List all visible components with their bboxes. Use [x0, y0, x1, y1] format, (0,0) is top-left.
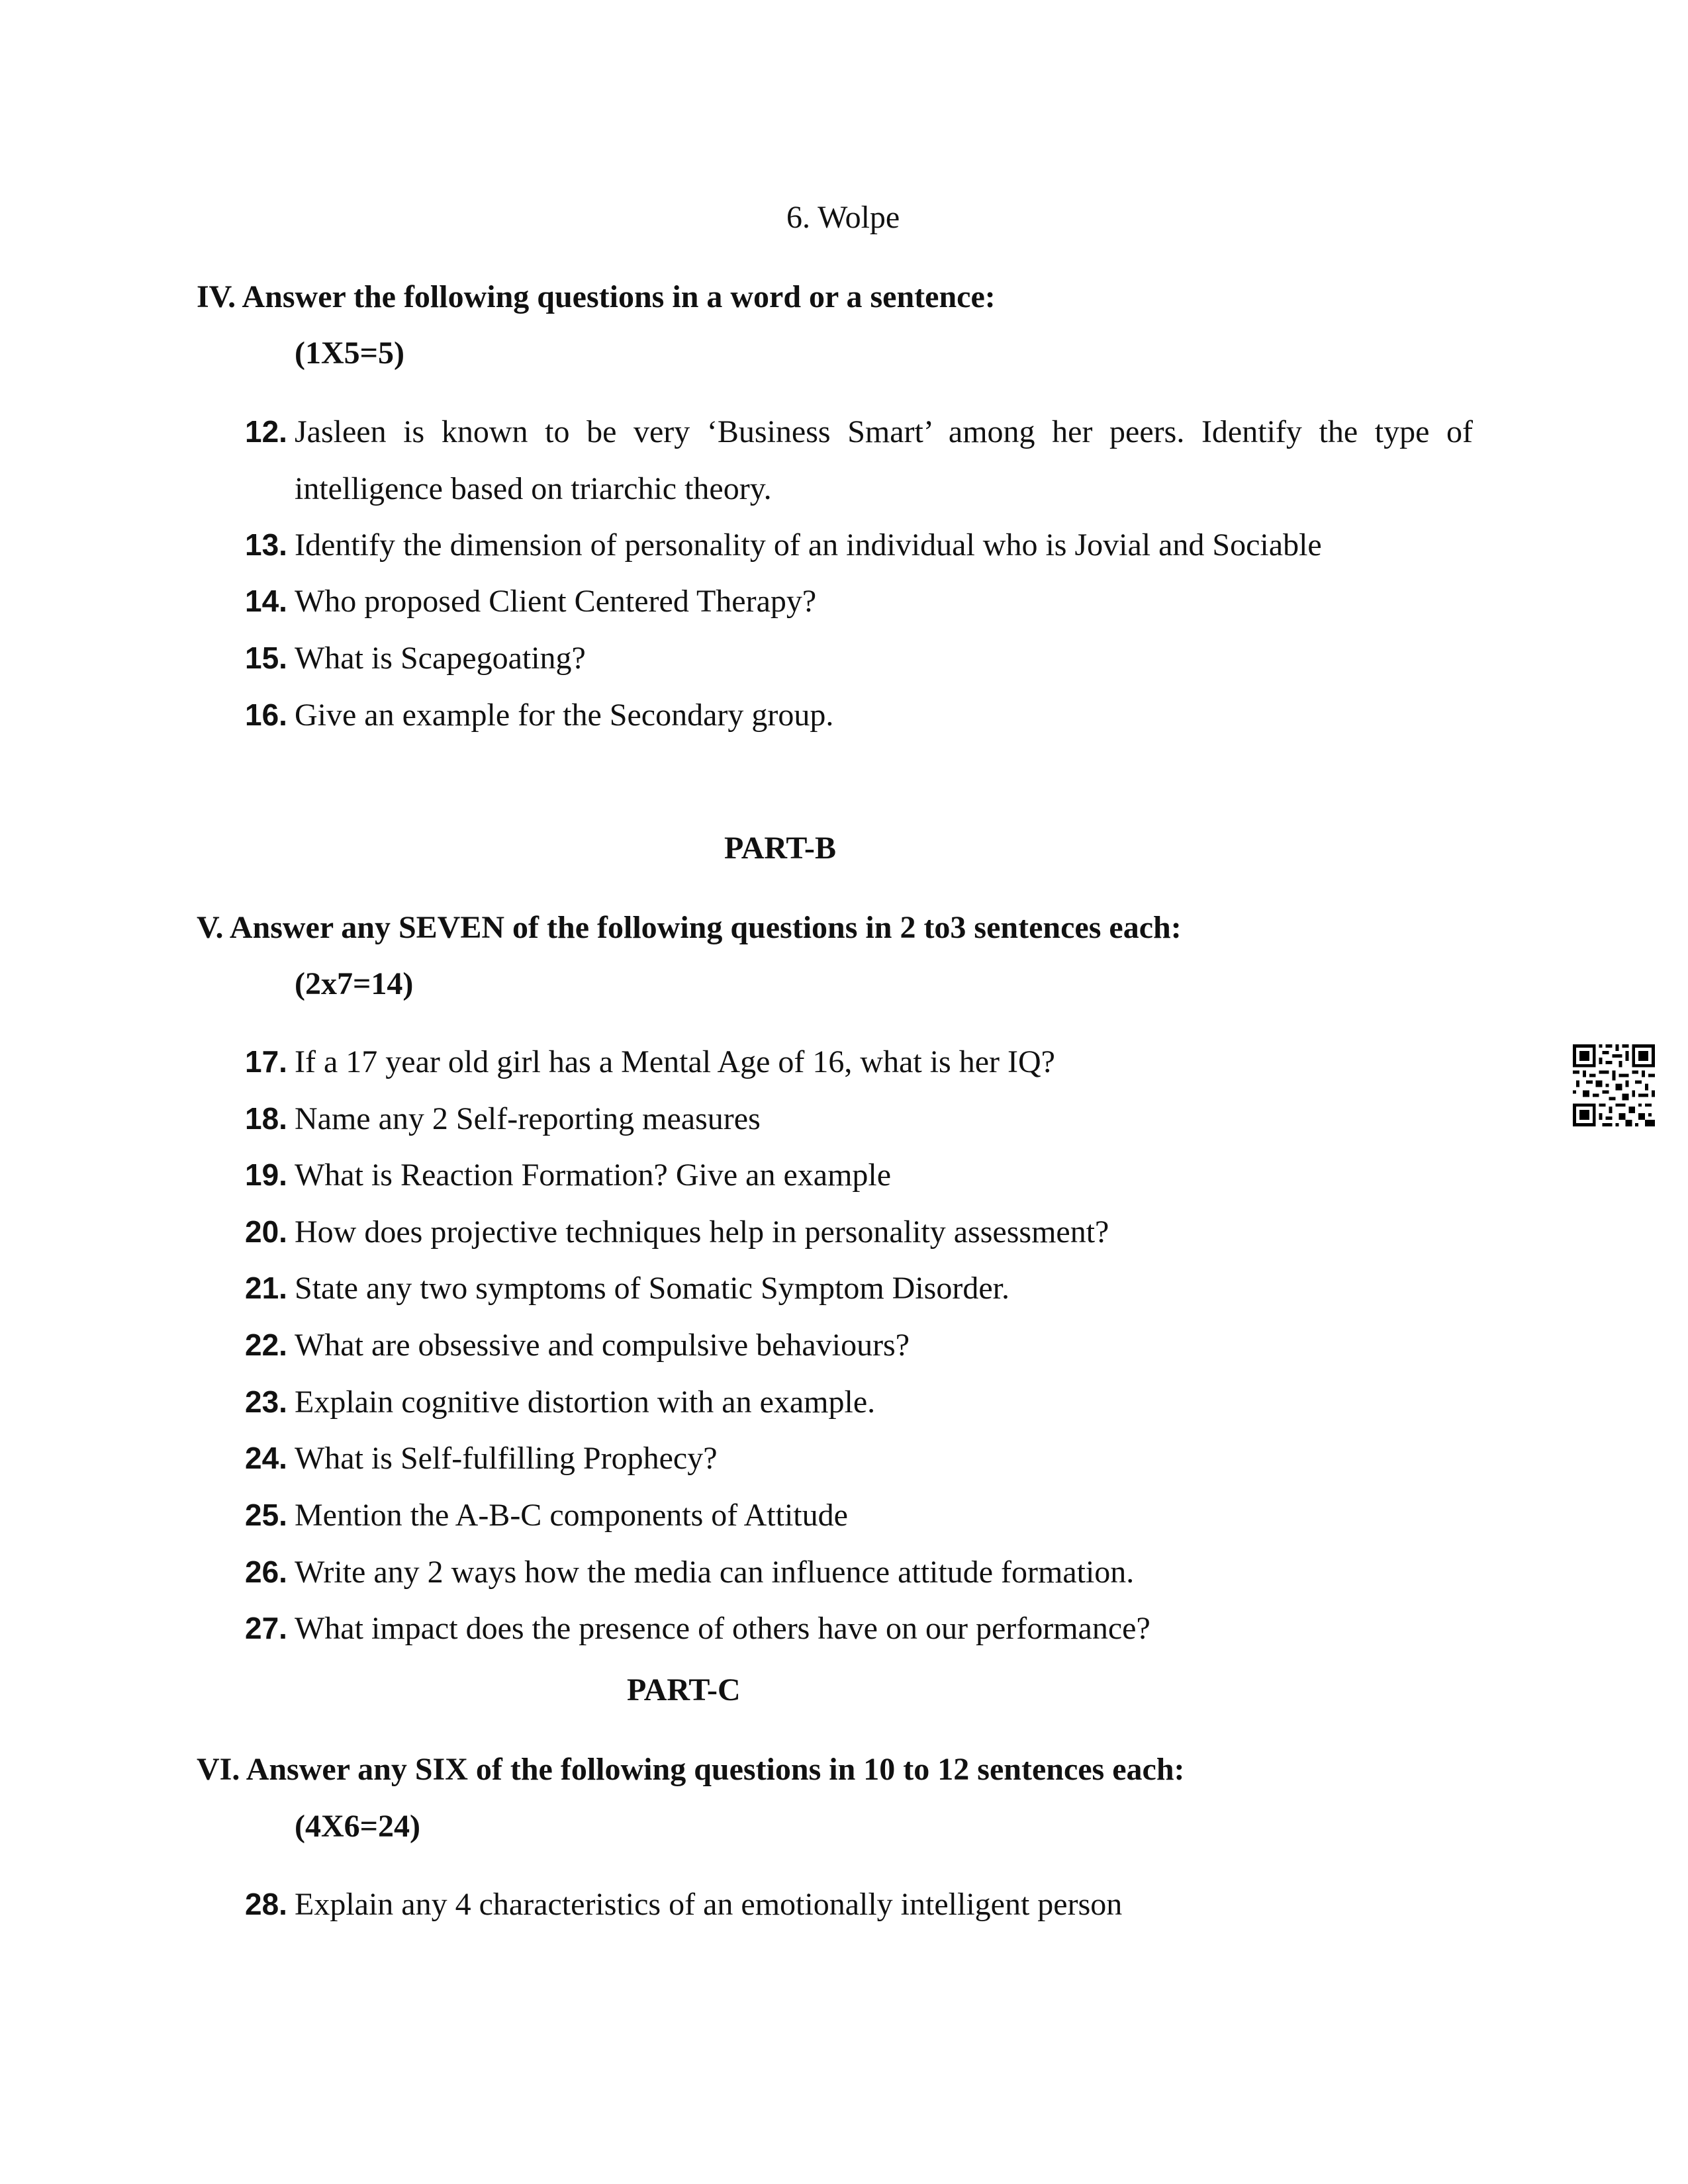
question-number-18: 18.: [245, 1101, 287, 1136]
question-number-20: 20.: [245, 1214, 287, 1249]
section-vi-heading: VI. Answer any SIX of the following questions in 10 to 12 sentences each:: [197, 1752, 1185, 1787]
question-27-text: What impact does the presence of others have on our performance?: [295, 1611, 1150, 1646]
part-c-title: PART-C: [627, 1672, 741, 1707]
question-16-text: Give an example for the Secondary group.: [295, 698, 834, 733]
qr-code-icon: [1573, 1044, 1655, 1126]
question-12-line-1: Jasleen is known to be very ‘Business Smart’ among her peers. Identify the type of: [295, 414, 1473, 449]
carryover-line: 6. Wolpe: [786, 200, 900, 235]
question-28-text: Explain any 4 characteristics of an emotionally intelligent person: [295, 1887, 1123, 1922]
question-number-15: 15.: [245, 641, 287, 675]
question-number-23: 23.: [245, 1385, 287, 1419]
question-number-12: 12.: [245, 414, 287, 449]
question-24-text: What is Self-fulfilling Prophecy?: [295, 1441, 718, 1476]
question-20-text: How does projective techniques help in personality assessment?: [295, 1214, 1109, 1250]
section-vi-marks: (4X6=24): [295, 1809, 420, 1844]
question-number-17: 17.: [245, 1044, 287, 1079]
question-number-13: 13.: [245, 527, 287, 562]
question-23-text: Explain cognitive distortion with an example.: [295, 1385, 876, 1420]
question-number-28: 28.: [245, 1887, 287, 1921]
question-14-text: Who proposed Client Centered Therapy?: [295, 584, 817, 619]
section-v-heading: V. Answer any SEVEN of the following questions in 2 to3 sentences each:: [197, 910, 1182, 945]
question-25-text: Mention the A-B-C components of Attitude: [295, 1498, 848, 1533]
question-21-text: State any two symptoms of Somatic Symptom Disorder.: [295, 1271, 1009, 1306]
question-number-26: 26.: [245, 1555, 287, 1589]
question-number-25: 25.: [245, 1498, 287, 1532]
part-b-title: PART-B: [724, 831, 837, 866]
section-iv-heading: IV. Answer the following questions in a word or a sentence:: [197, 279, 996, 314]
question-number-19: 19.: [245, 1158, 287, 1192]
section-v-marks: (2x7=14): [295, 966, 414, 1001]
question-number-21: 21.: [245, 1271, 287, 1305]
question-12-line-2: intelligence based on triarchic theory.: [295, 471, 772, 506]
section-iv-marks: (1X5=5): [295, 336, 404, 371]
question-17-text: If a 17 year old girl has a Mental Age of 16, what is her IQ?: [295, 1044, 1055, 1079]
question-19-text: What is Reaction Formation? Give an example: [295, 1158, 892, 1193]
question-15-text: What is Scapegoating?: [295, 641, 586, 676]
question-13-text: Identify the dimension of personality of an individual who is Jovial and Sociable: [295, 527, 1322, 563]
question-number-27: 27.: [245, 1611, 287, 1645]
question-number-14: 14.: [245, 584, 287, 618]
question-number-24: 24.: [245, 1441, 287, 1475]
question-26-text: Write any 2 ways how the media can influence attitude formation.: [295, 1555, 1135, 1590]
question-22-text: What are obsessive and compulsive behaviours?: [295, 1328, 910, 1363]
question-18-text: Name any 2 Self-reporting measures: [295, 1101, 761, 1136]
question-number-16: 16.: [245, 698, 287, 732]
question-number-22: 22.: [245, 1328, 287, 1362]
